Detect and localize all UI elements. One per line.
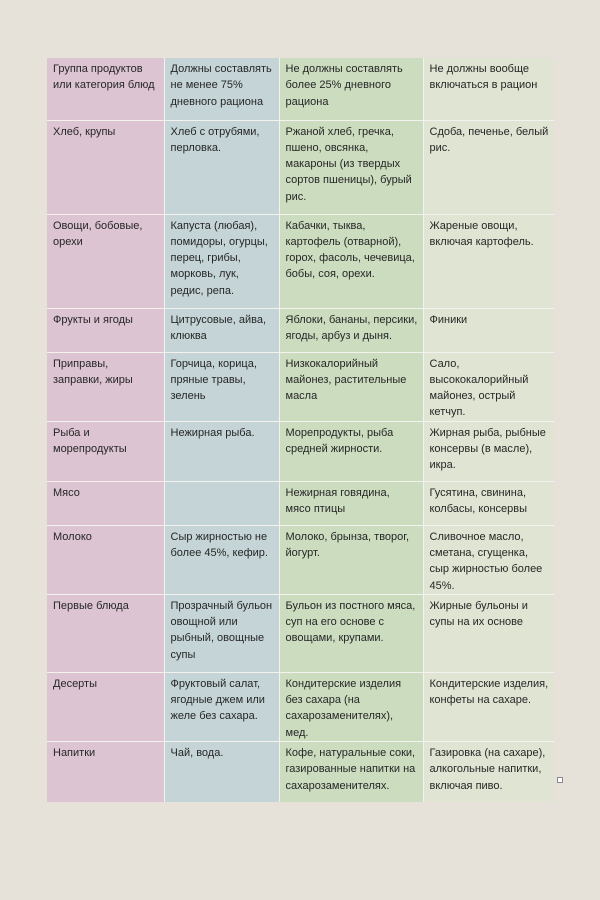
cell-min-75: Сыр жирностью не более 45%, кефир. [164,525,279,594]
cell-excluded: Сало, высококалорийный майонез, острый кетчуп. [423,352,554,421]
table-row [47,742,554,802]
cell-category: Первые блюда [47,594,164,672]
cell-max-25: Морепродукты, рыба средней жирности. [279,421,423,481]
cell-category: Напитки [47,742,164,802]
cell-min-75: Прозрачный бульон овощной или рыбный, овощные супы [164,594,279,672]
header-cell-max-25: Не должны составлять более 25% дневного рациона [279,58,423,120]
cell-max-25: Нежирная говядина, мясо птицы [279,481,423,525]
cell-category: Фрукты и ягоды [47,308,164,352]
cell-category: Хлеб, крупы [47,120,164,214]
cell-excluded: Сдоба, печенье, белый рис. [423,120,554,214]
cell-min-75: Хлеб с отрубями, перловка. [164,120,279,214]
cell-excluded: Финики [423,308,554,352]
cell-max-25: Яблоки, бананы, персики, ягоды, арбуз и дыня. [279,308,423,352]
cell-min-75: Чай, вода. [164,742,279,802]
cell-max-25: Ржаной хлеб, гречка, пшено, овсянка, макароны (из твердых сортов пшеницы), бурый рис. [279,120,423,214]
cell-excluded: Жирная рыба, рыбные консервы (в масле), икра. [423,421,554,481]
cell-excluded: Жареные овощи, включая картофель. [423,214,554,308]
table-row [47,352,554,421]
header-cell-category: Группа продуктов или категория блюд [47,58,164,120]
cell-category: Молоко [47,525,164,594]
cell-excluded: Жирные бульоны и супы на их основе [423,594,554,672]
table-row [47,672,554,741]
cell-category: Мясо [47,481,164,525]
cell-min-75: Фруктовый салат, ягодные джем или желе без сахара. [164,672,279,741]
table-header-row [47,58,554,120]
cell-category: Рыба и морепродукты [47,421,164,481]
cell-max-25: Бульон из постного мяса, суп на его основе с овощами, крупами. [279,594,423,672]
table-row [47,120,554,214]
cell-max-25: Молоко, брынза, творог, йогурт. [279,525,423,594]
cell-category: Овощи, бобовые, орехи [47,214,164,308]
table-row [47,594,554,672]
header-cell-excluded: Не должны вообще включаться в рацион [423,58,554,120]
table-row [47,308,554,352]
cell-max-25: Кабачки, тыква, картофель (отварной), горох, фасоль, чечевица, бобы, соя, орехи. [279,214,423,308]
cell-max-25: Кондитерские изделия без сахара (на сахарозаменителях), мед. [279,672,423,741]
cell-excluded: Сливочное масло, сметана, сгущенка, сыр жирностью более 45%. [423,525,554,594]
cell-min-75: Капуста (любая), помидоры, огурцы, перец, грибы, морковь, лук, редис, репа. [164,214,279,308]
cell-excluded: Кондитерские изделия, конфеты на сахаре. [423,672,554,741]
table-row [47,525,554,594]
cell-min-75 [164,481,279,525]
cell-min-75: Нежирная рыба. [164,421,279,481]
table-row [47,421,554,481]
cell-category: Десерты [47,672,164,741]
table-resize-handle[interactable] [557,777,563,783]
table-row [47,214,554,308]
cell-max-25: Низкокалорийный майонез, растительные масла [279,352,423,421]
diet-table [47,58,554,802]
cell-min-75: Цитрусовые, айва, клюква [164,308,279,352]
cell-excluded: Газировка (на сахаре), алкогольные напитки, включая пиво. [423,742,554,802]
header-cell-min-75: Должны составлять не менее 75% дневного рациона [164,58,279,120]
cell-category: Приправы, заправки, жиры [47,352,164,421]
table-body [47,58,554,802]
table-row [47,481,554,525]
cell-max-25: Кофе, натуральные соки, газированные напитки на сахарозаменителях. [279,742,423,802]
cell-min-75: Горчица, корица, пряные травы, зелень [164,352,279,421]
cell-excluded: Гусятина, свинина, колбасы, консервы [423,481,554,525]
